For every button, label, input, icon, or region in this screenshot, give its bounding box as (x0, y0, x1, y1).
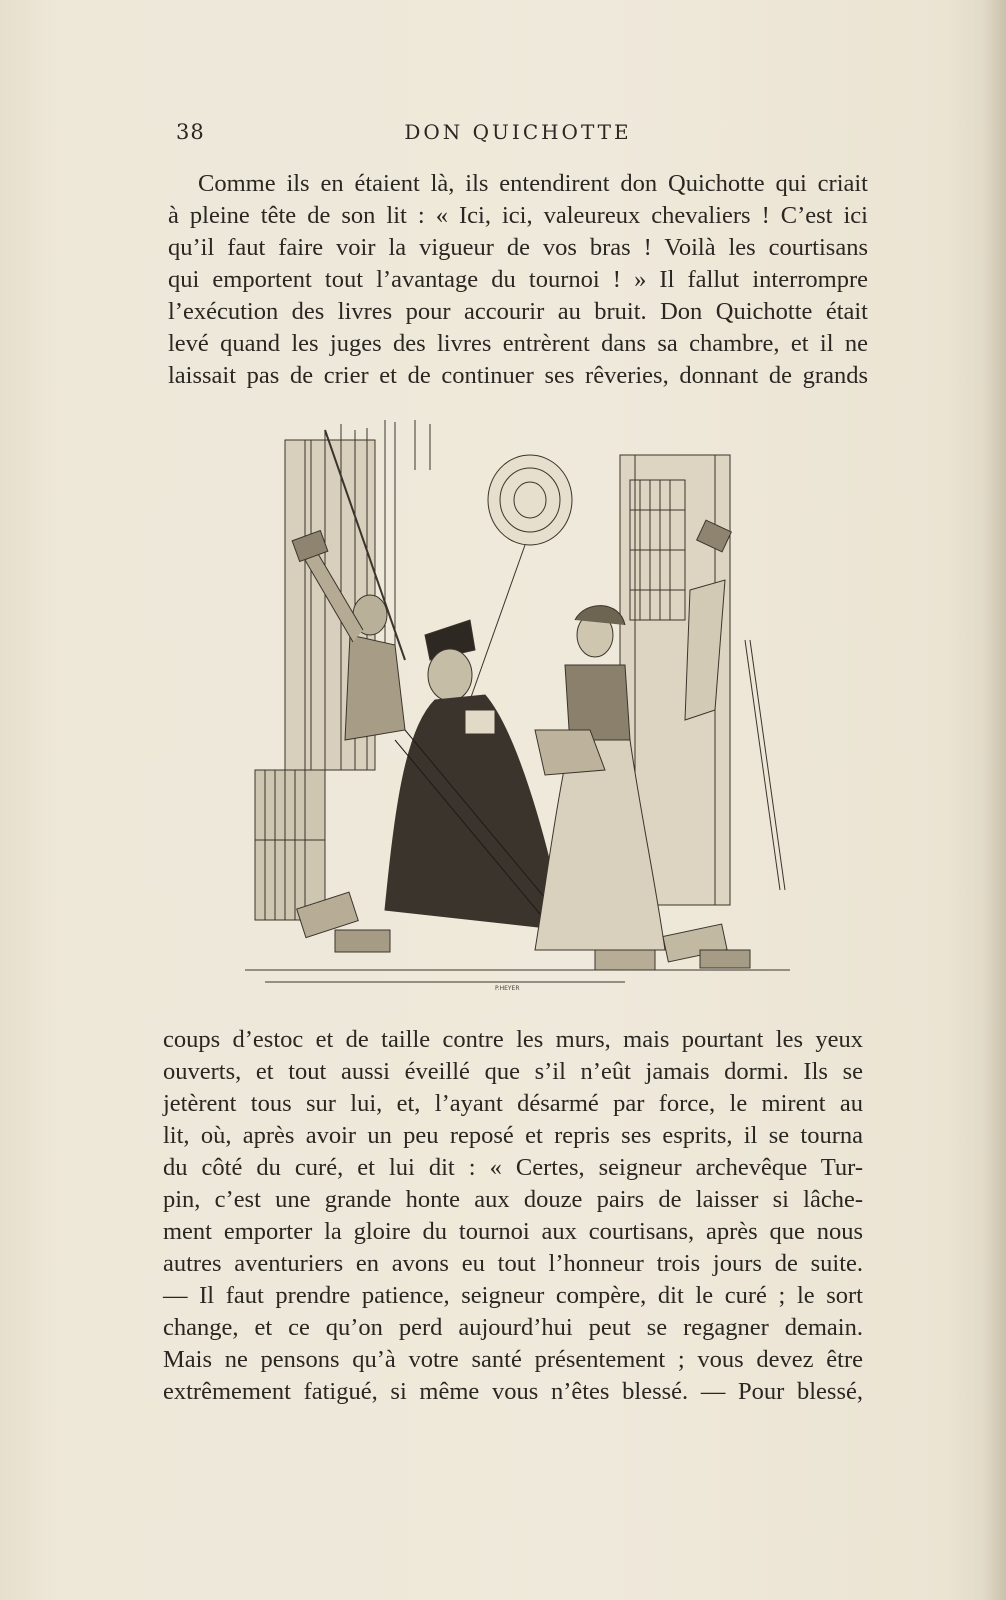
engraving-illustration (245, 410, 790, 1000)
text-line: change, et ce qu’on perd aujourd’hui peut se regagner demain. (163, 1314, 863, 1341)
text-line: levé quand les juges des livres entrèrent dans sa chambre, et il ne (168, 330, 868, 357)
text-line: ouverts, et tout aussi éveillé que s’il n’eût jamais dormi. Ils se (163, 1058, 863, 1085)
running-title: DON QUICHOTTE (404, 120, 632, 144)
page-number: 38 (176, 120, 205, 144)
artist-signature: P.HEYER (495, 985, 520, 992)
running-header (168, 120, 868, 150)
text-line: extrêmement fatigué, si même vous n’êtes blessé. — Pour blessé, (163, 1378, 863, 1405)
text-line: à pleine tête de son lit : « Ici, ici, valeureux chevaliers ! C’est ici (168, 202, 868, 229)
engraving-drawing (245, 410, 790, 1000)
text-line: qu’il faut faire voir la vigueur de vos bras ! Voilà les courtisans (168, 234, 868, 261)
text-line: l’exécution des livres pour accourir au bruit. Don Quichotte était (168, 298, 868, 325)
text-line: Mais ne pensons qu’à votre santé présentement ; vous devez être (163, 1346, 863, 1373)
text-line: lit, où, après avoir un peu reposé et repris ses esprits, il se tourna (163, 1122, 863, 1149)
figure-priest (385, 620, 565, 930)
paragraph-top (168, 168, 868, 392)
text-line: autres aventuriers en avons eu tout l’honneur trois jours de suite. (163, 1250, 863, 1277)
text-line: Comme ils en étaient là, ils entendirent don Quichotte qui criait (198, 170, 868, 197)
text-line: du côté du curé, et lui dit : « Certes, seigneur archevêque Tur- (163, 1154, 863, 1181)
text-line: ment emporter la gloire du tournoi aux courtisans, après que nous (163, 1218, 863, 1245)
text-line: qui emportent tout l’avantage du tournoi ! » Il fallut interrompre (168, 266, 868, 293)
bookshelf (255, 770, 325, 920)
text-line: coups d’estoc et de taille contre les murs, mais pourtant les yeux (163, 1026, 863, 1053)
wall-shield (470, 455, 572, 700)
page-gutter-shadow (984, 0, 1006, 1600)
text-line: laissait pas de crier et de continuer ses rêveries, donnant de grands (168, 362, 868, 389)
paragraph-bottom (163, 1024, 863, 1408)
text-line: pin, c’est une grande honte aux douze pairs de laisser si lâche- (163, 1186, 863, 1213)
text-line: — Il faut prendre patience, seigneur compère, dit le curé ; le sort (163, 1282, 863, 1309)
text-line: jetèrent tous sur lui, et, l’ayant désarmé par force, le mirent au (163, 1090, 863, 1117)
